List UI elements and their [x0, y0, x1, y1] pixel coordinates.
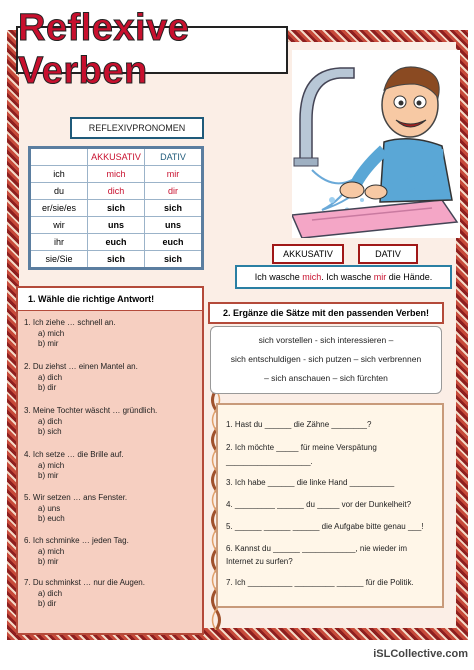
sentence[interactable]: 6. Kannst du ______ ____________, nie wieder im — [226, 544, 408, 553]
question — [24, 406, 157, 438]
table-row — [30, 217, 203, 234]
table-cell: wir — [30, 217, 88, 234]
example-highlight: mir — [373, 272, 387, 282]
exercise-2-sentences — [216, 403, 444, 608]
exercise-2-heading: 2. Ergänze die Sätze mit den passenden Verben! — [208, 302, 444, 324]
pronomen-label: REFLEXIVPRONOMEN — [70, 117, 204, 139]
footer-watermark: iSLCollective.com — [373, 648, 468, 660]
example-sentence — [235, 265, 452, 289]
table-cell: sie/Sie — [30, 251, 88, 269]
answer-option[interactable]: b) euch — [38, 514, 65, 523]
answer-option[interactable]: b) mir — [38, 557, 59, 566]
table-cell: euch — [88, 234, 145, 251]
table-cell: uns — [145, 217, 203, 234]
answer-option[interactable]: a) dich — [38, 372, 63, 382]
page-title: Reflexive Verben — [18, 7, 190, 92]
question-text: 3. Meine Tochter wäscht … gründlich. — [24, 406, 158, 415]
example-text: die Hände. — [386, 272, 433, 282]
table-row — [30, 166, 203, 183]
table-cell: er/sie/es — [30, 200, 88, 217]
answer-option[interactable]: b) dir — [38, 599, 57, 608]
sentence[interactable]: 1. Hast du ______ die Zähne ________? — [226, 420, 372, 429]
question-text: 2. Du ziehst … einen Mantel an. — [24, 362, 138, 371]
dativ-label: DATIV — [358, 244, 418, 264]
table-cell: dir — [145, 183, 203, 200]
boy-washing-hands-illustration — [292, 50, 460, 238]
table-cell: sich — [145, 200, 203, 217]
question — [24, 493, 127, 525]
example-highlight: mich — [302, 272, 322, 282]
answer-option[interactable]: a) mich — [38, 546, 65, 556]
answer-option[interactable]: a) mich — [38, 328, 65, 338]
table-row — [30, 234, 203, 251]
question-text: 5. Wir setzen … ans Fenster. — [24, 493, 128, 502]
table-cell: dich — [88, 183, 145, 200]
table-header-row — [30, 148, 203, 166]
answer-option[interactable]: b) mir — [38, 339, 59, 348]
verb-line: sich vorstellen - sich interessieren – — [258, 335, 394, 345]
table-row — [30, 183, 203, 200]
pronoun-table — [28, 146, 204, 270]
sentence[interactable]: 7. Ich __________ _________ ______ für die Politik. — [226, 578, 414, 587]
table-cell: euch — [145, 234, 203, 251]
table-cell: sich — [88, 200, 145, 217]
answer-option[interactable]: a) dich — [38, 416, 63, 426]
table-header-cell — [30, 148, 88, 166]
table-cell: ihr — [30, 234, 88, 251]
table-row — [30, 200, 203, 217]
title-box — [16, 7, 288, 92]
example-text: Ich wasche — [254, 272, 303, 282]
akkusativ-label: AKKUSATIV — [272, 244, 344, 264]
table-row — [30, 251, 203, 269]
table-header-cell: DATIV — [145, 148, 203, 166]
verb-box — [210, 326, 442, 394]
answer-option[interactable]: b) sich — [38, 427, 62, 436]
answer-option[interactable]: a) uns — [38, 503, 61, 513]
question — [24, 578, 145, 610]
table-cell: mich — [88, 166, 145, 183]
exercise-1-heading: 1. Wähle die richtige Antwort! — [18, 288, 202, 311]
verb-line: sich entschuldigen - sich putzen – sich verbrennen — [230, 354, 422, 364]
sentence[interactable]: 4. _________ ______ du _____ vor der Dunkelheit? — [226, 500, 412, 509]
question — [24, 450, 124, 482]
verb-line: – sich anschauen – sich fürchten — [264, 373, 388, 383]
table-header-cell: AKKUSATIV — [88, 148, 145, 166]
question-text: 4. Ich setze … die Brille auf. — [24, 450, 124, 459]
sentence[interactable]: Internet zu surfen? — [226, 557, 293, 566]
question-text: 6. Ich schminke … jeden Tag. — [24, 536, 129, 545]
table-cell: sich — [145, 251, 203, 269]
answer-option[interactable]: b) dir — [38, 383, 57, 392]
example-text: . Ich wasche — [321, 272, 374, 282]
table-cell: ich — [30, 166, 88, 183]
answer-option[interactable]: a) dich — [38, 588, 63, 598]
exercise-1 — [16, 286, 204, 635]
question — [24, 318, 116, 350]
answer-option[interactable]: a) mich — [38, 460, 65, 470]
table-cell: sich — [88, 251, 145, 269]
table-cell: mir — [145, 166, 203, 183]
question-text: 1. Ich ziehe … schnell an. — [24, 318, 116, 327]
table-cell: uns — [88, 217, 145, 234]
sentence[interactable]: 2. Ich möchte _____ für meine Verspätung — [226, 443, 377, 452]
sentence[interactable]: ___________________. — [226, 457, 313, 466]
sentence[interactable]: 3. Ich habe ______ die linke Hand __________ — [226, 478, 395, 487]
question — [24, 536, 129, 568]
table-cell: du — [30, 183, 88, 200]
sentence[interactable]: 5. ______ ______ ______ die Aufgabe bitte genau ___! — [226, 522, 424, 531]
question-text: 7. Du schminkst … nur die Augen. — [24, 578, 145, 587]
answer-option[interactable]: b) mir — [38, 471, 59, 480]
question — [24, 362, 138, 394]
